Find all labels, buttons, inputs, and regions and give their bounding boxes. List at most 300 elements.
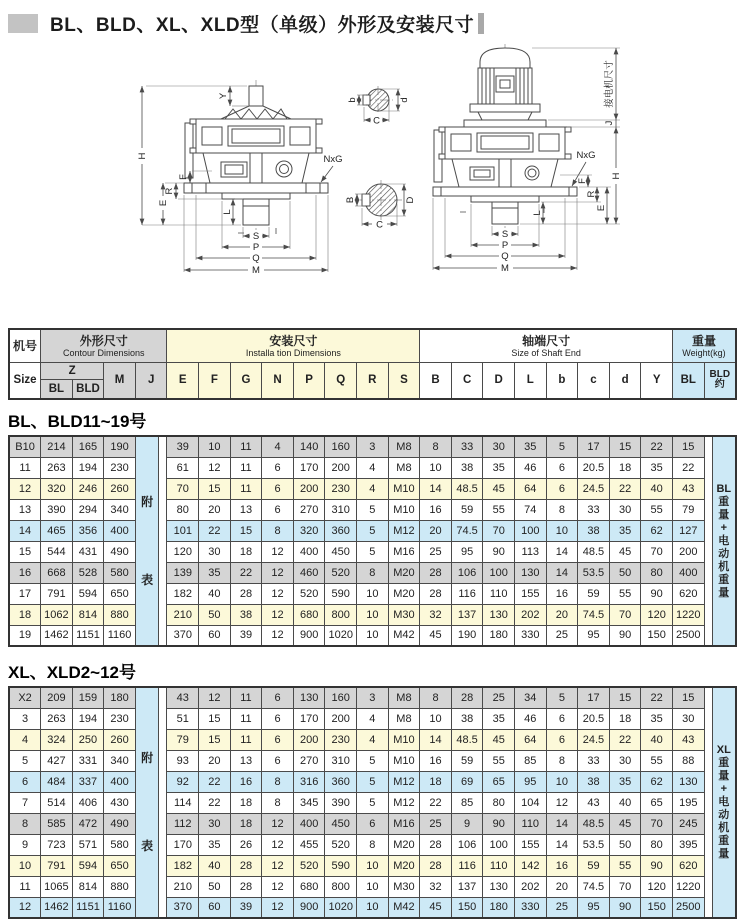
cell: 70 [641, 813, 673, 834]
cell: 10 [357, 583, 389, 604]
cell: 28 [420, 834, 452, 855]
cell: 10 [357, 604, 389, 625]
section-title-xl-xld: XL、XLD2~12号 [8, 663, 137, 682]
cell: 800 [325, 876, 357, 897]
cell: 45 [609, 813, 641, 834]
cell: 90 [609, 625, 641, 646]
col-group-shaft-end [420, 329, 673, 362]
cell: 12 [262, 625, 294, 646]
cell: 12 [9, 478, 41, 499]
weight-note-strip: BL 重 量 + 电 动 机 重 量 [712, 437, 735, 645]
table-row [9, 478, 736, 499]
title-square-icon [8, 14, 38, 33]
cell: 520 [325, 834, 357, 855]
cell: 24.5 [578, 478, 610, 499]
cell: 10 [9, 855, 41, 876]
cell: 8 [262, 792, 294, 813]
cell: 130 [483, 604, 515, 625]
cell: 571 [72, 834, 104, 855]
cell: 8 [546, 750, 578, 771]
cell: 1062 [41, 604, 73, 625]
cell: 13 [230, 499, 262, 520]
cell: 69 [451, 771, 483, 792]
cell: 680 [293, 876, 325, 897]
cell: 16 [546, 855, 578, 876]
drawing-reducer-with-motor [433, 44, 622, 274]
cell: 200 [672, 541, 704, 562]
cell: 20 [199, 499, 231, 520]
cell: 6 [9, 771, 41, 792]
cell: 356 [72, 520, 104, 541]
cell: 245 [672, 813, 704, 834]
dim-label-b-large-section: B [345, 196, 356, 204]
cell: 170 [293, 457, 325, 478]
cell: 1160 [104, 625, 136, 646]
cell: 5 [357, 541, 389, 562]
cell: 70 [167, 478, 199, 499]
cell: 101 [167, 520, 199, 541]
cell: M20 [388, 562, 420, 583]
cell: 16 [546, 583, 578, 604]
cell: 22 [609, 478, 641, 499]
cell: 6 [546, 478, 578, 499]
cell: 580 [104, 562, 136, 583]
cell: 25 [483, 687, 515, 708]
dim-label-l-right: L [532, 210, 543, 216]
cell: 400 [104, 520, 136, 541]
cell: 130 [515, 562, 547, 583]
cell: 137 [451, 604, 483, 625]
cell: 182 [167, 583, 199, 604]
cell: M12 [388, 792, 420, 813]
cell: 263 [41, 457, 73, 478]
cell: 35 [483, 708, 515, 729]
cell: 520 [325, 562, 357, 583]
cell: 8 [357, 562, 389, 583]
col-header-f: F [199, 362, 231, 399]
cell: 450 [325, 541, 357, 562]
dim-label-f-left: F [178, 174, 189, 180]
cell: 12 [199, 457, 231, 478]
col-header-g: G [230, 362, 262, 399]
cell: 5 [357, 750, 389, 771]
cell: 1462 [41, 897, 73, 918]
cell: 170 [167, 834, 199, 855]
col-header-b-low: b [546, 362, 578, 399]
cell: 320 [41, 478, 73, 499]
cell: 12 [262, 562, 294, 583]
cell: 200 [325, 708, 357, 729]
cell: 85 [451, 792, 483, 813]
dim-label-p-left: P [252, 242, 260, 253]
dim-label-p-right: P [501, 240, 509, 251]
cell: 1220 [672, 604, 704, 625]
title-end-bar-icon [478, 13, 484, 34]
cell: 22 [672, 457, 704, 478]
cell: 5 [357, 499, 389, 520]
dim-label-d-small-section: d [399, 97, 410, 103]
cell: 1065 [41, 876, 73, 897]
cell: 5 [357, 792, 389, 813]
dim-label-nxg-left: NxG [323, 154, 343, 165]
cell: 14 [546, 562, 578, 583]
cell: 590 [325, 583, 357, 604]
cell: 85 [515, 750, 547, 771]
cell: 92 [167, 771, 199, 792]
col-header-j: J [135, 362, 167, 399]
cell: 160 [325, 436, 357, 457]
cell: 22 [230, 562, 262, 583]
cell: 130 [483, 876, 515, 897]
cell: 18 [230, 541, 262, 562]
cell: 814 [72, 876, 104, 897]
cell: 13 [9, 499, 41, 520]
cell: 150 [451, 897, 483, 918]
cell: 390 [325, 792, 357, 813]
cell: 38 [451, 708, 483, 729]
cell: 190 [104, 436, 136, 457]
table-row [9, 792, 736, 813]
dim-label-m-right: M [501, 263, 509, 274]
cell: 210 [167, 604, 199, 625]
cell: 50 [609, 834, 641, 855]
table-row [9, 897, 736, 918]
bl-bld-dimension-table [8, 435, 737, 647]
cell: 406 [72, 792, 104, 813]
table-row [9, 813, 736, 834]
cell: 74.5 [451, 520, 483, 541]
cell: 650 [104, 583, 136, 604]
table-row [9, 729, 736, 750]
cell: 490 [104, 813, 136, 834]
cell: 30 [672, 708, 704, 729]
cell: 110 [483, 855, 515, 876]
cell: 400 [293, 541, 325, 562]
cell: 8 [9, 813, 41, 834]
cell: 791 [41, 583, 73, 604]
dim-label-c-large-section: C [376, 219, 383, 231]
cell: M8 [388, 708, 420, 729]
cell: M20 [388, 583, 420, 604]
table-row [9, 876, 736, 897]
cell: 10 [357, 897, 389, 918]
cell: 60 [199, 897, 231, 918]
cell: 455 [293, 834, 325, 855]
input-shaft-section-detail [347, 86, 410, 127]
cell: 90 [483, 813, 515, 834]
cell: 53.5 [578, 562, 610, 583]
cell: 45 [609, 541, 641, 562]
col-header-l-cap: L [515, 362, 547, 399]
cell: 11 [230, 457, 262, 478]
cell: 12 [262, 583, 294, 604]
col-header-q: Q [325, 362, 357, 399]
j-column-note [135, 436, 167, 646]
cell: 38 [451, 457, 483, 478]
cell: 260 [104, 729, 136, 750]
cell: 14 [546, 813, 578, 834]
cell: 11 [230, 687, 262, 708]
weight-en-label: Weight(kg) [682, 347, 726, 358]
cell: 30 [609, 750, 641, 771]
cell: 12 [262, 897, 294, 918]
cell: M10 [388, 478, 420, 499]
cell: 35 [199, 562, 231, 583]
cell: 880 [104, 876, 136, 897]
cell: 263 [41, 708, 73, 729]
col-header-machine-no: 机号 [9, 329, 41, 362]
cell: 15 [230, 520, 262, 541]
cell: 95 [515, 771, 547, 792]
cell: M8 [388, 457, 420, 478]
cell: 6 [262, 750, 294, 771]
cell: 80 [641, 562, 673, 583]
col-header-e: E [167, 362, 199, 399]
cell: 20 [199, 750, 231, 771]
cell: 48.5 [451, 729, 483, 750]
cell: 40 [641, 478, 673, 499]
cell: 35 [199, 834, 231, 855]
cell: 200 [293, 729, 325, 750]
output-shaft-section-detail [345, 180, 416, 231]
cell: 116 [451, 855, 483, 876]
cell: 104 [515, 792, 547, 813]
cell: 40 [199, 583, 231, 604]
cell: 55 [641, 750, 673, 771]
cell: 180 [483, 897, 515, 918]
shaft-en-label: Size of Shaft End [511, 347, 581, 358]
table-row [9, 625, 736, 646]
cell: 400 [293, 813, 325, 834]
cell: 35 [609, 771, 641, 792]
cell: 791 [41, 855, 73, 876]
cell: 45 [420, 625, 452, 646]
cell: 33 [578, 499, 610, 520]
cell: 43 [167, 687, 199, 708]
col-header-z-bl: BL [41, 379, 73, 399]
cell: 142 [515, 855, 547, 876]
cell: 20 [546, 604, 578, 625]
cell: 48.5 [578, 813, 610, 834]
cell: 12 [262, 855, 294, 876]
cell: 50 [609, 562, 641, 583]
cell: 4 [357, 478, 389, 499]
dimension-table-header [8, 328, 737, 400]
cell: 155 [515, 583, 547, 604]
cell: 100 [515, 520, 547, 541]
cell: 110 [515, 813, 547, 834]
cell: 127 [672, 520, 704, 541]
cell: 112 [167, 813, 199, 834]
col-header-n: N [262, 362, 294, 399]
cell: M10 [388, 499, 420, 520]
col-group-contour [41, 329, 167, 362]
cell: 10 [420, 457, 452, 478]
cell: 11 [9, 457, 41, 478]
col-group-installation [167, 329, 420, 362]
cell: 95 [451, 541, 483, 562]
cell: 90 [609, 897, 641, 918]
cell: 80 [641, 834, 673, 855]
cell: 130 [672, 771, 704, 792]
cell: 30 [199, 813, 231, 834]
cell: 880 [104, 604, 136, 625]
cell: 32 [420, 604, 452, 625]
cell: 46 [515, 708, 547, 729]
cell: M16 [388, 813, 420, 834]
dim-label-c-small-section: C [373, 115, 380, 127]
cell: 800 [325, 604, 357, 625]
cell: 22 [199, 520, 231, 541]
cell: 310 [325, 499, 357, 520]
col-header-r: R [357, 362, 389, 399]
cell: X2 [9, 687, 41, 708]
dim-label-nxg-right: NxG [576, 150, 596, 161]
cell: 65 [483, 771, 515, 792]
cell: 1151 [72, 625, 104, 646]
cell: 472 [72, 813, 104, 834]
cell: 6 [546, 457, 578, 478]
cell: 3 [9, 708, 41, 729]
cell: 590 [325, 855, 357, 876]
cell: 90 [483, 541, 515, 562]
cell: 17 [578, 436, 610, 457]
cell: 594 [72, 583, 104, 604]
cell: 8 [546, 499, 578, 520]
cell: M20 [388, 855, 420, 876]
cell: 22 [199, 771, 231, 792]
cell: 230 [325, 478, 357, 499]
cell: 6 [262, 457, 294, 478]
cell: 1020 [325, 897, 357, 918]
cell: 230 [104, 708, 136, 729]
cell: 106 [451, 834, 483, 855]
cell: 390 [41, 499, 73, 520]
cell: 106 [451, 562, 483, 583]
j-column-note [135, 687, 167, 918]
cell: 59 [451, 750, 483, 771]
cell: 170 [293, 708, 325, 729]
cell: 202 [515, 604, 547, 625]
col-header-y: Y [641, 362, 673, 399]
cell: 15 [199, 708, 231, 729]
cell: 427 [41, 750, 73, 771]
cell: 340 [104, 750, 136, 771]
cell: 4 [357, 729, 389, 750]
cell: 10 [357, 876, 389, 897]
cell: 210 [167, 876, 199, 897]
cell: 10 [357, 855, 389, 876]
cell: 14 [420, 478, 452, 499]
cell: 337 [72, 771, 104, 792]
table-row [9, 750, 736, 771]
cell: M8 [388, 687, 420, 708]
cell: 28 [230, 583, 262, 604]
table-row [9, 436, 736, 457]
cell: 55 [609, 583, 641, 604]
cell: 165 [72, 436, 104, 457]
cell: 484 [41, 771, 73, 792]
cell: 100 [483, 562, 515, 583]
cell: 190 [451, 625, 483, 646]
cell: 11 [230, 436, 262, 457]
drawing-reducer-without-motor [137, 80, 343, 276]
cell: 214 [41, 436, 73, 457]
cell: 32 [420, 876, 452, 897]
cell: 1462 [41, 625, 73, 646]
cell: 8 [262, 771, 294, 792]
cell: 18 [230, 813, 262, 834]
cell: M42 [388, 897, 420, 918]
cell: 38 [230, 604, 262, 625]
cell: 6 [262, 708, 294, 729]
cell: 20 [420, 520, 452, 541]
cell: 40 [641, 729, 673, 750]
dim-label-b-small-section: b [347, 97, 358, 103]
contour-cn-label: 外形尺寸 [79, 333, 128, 348]
cell: 6 [262, 499, 294, 520]
cell: 370 [167, 625, 199, 646]
cell: 814 [72, 604, 104, 625]
cell: 6 [262, 687, 294, 708]
dim-label-s-left: S [252, 231, 260, 242]
cell: 450 [325, 813, 357, 834]
cell: 140 [293, 436, 325, 457]
cell: 95 [578, 625, 610, 646]
cell: 316 [293, 771, 325, 792]
cell: 40 [199, 855, 231, 876]
cell: M8 [388, 436, 420, 457]
cell: 12 [262, 604, 294, 625]
cell: 55 [609, 855, 641, 876]
cell: 35 [641, 457, 673, 478]
cell: 35 [641, 708, 673, 729]
cell: 46 [515, 457, 547, 478]
dim-label-h-right: H [611, 172, 622, 180]
dimension-drawings [8, 42, 737, 314]
cell: 130 [293, 687, 325, 708]
cell: 1160 [104, 897, 136, 918]
cell: 16 [9, 562, 41, 583]
cell: 39 [230, 625, 262, 646]
cell: 28 [420, 855, 452, 876]
cell: 431 [72, 541, 104, 562]
cell: 59 [578, 855, 610, 876]
cell: 12 [199, 687, 231, 708]
table-row [9, 771, 736, 792]
cell: 4 [262, 436, 294, 457]
cell: 74 [515, 499, 547, 520]
cell: 14 [546, 834, 578, 855]
cell: 4 [9, 729, 41, 750]
cell: 17 [9, 583, 41, 604]
cell: 70 [483, 520, 515, 541]
cell: 155 [515, 834, 547, 855]
cell: 8 [420, 687, 452, 708]
cell: 3 [357, 436, 389, 457]
dim-label-r-right: R [586, 190, 597, 198]
cell: 18 [420, 771, 452, 792]
cell: M16 [388, 541, 420, 562]
contour-en-label: Contour Dimensions [63, 347, 145, 358]
cell: 330 [515, 897, 547, 918]
cell: 50 [199, 876, 231, 897]
cell: 3 [357, 687, 389, 708]
install-en-label: Installa tion Dimensions [245, 347, 341, 358]
cell: 520 [293, 855, 325, 876]
cell: 43 [672, 478, 704, 499]
cell: 38 [578, 520, 610, 541]
